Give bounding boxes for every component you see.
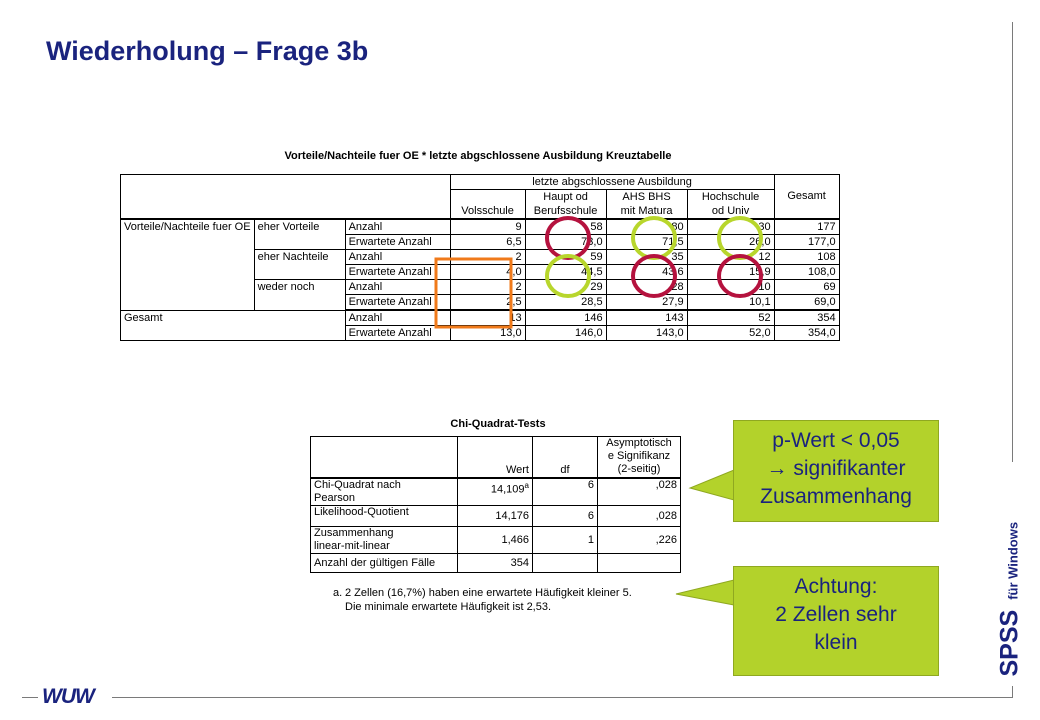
- chi-row-label: Zusammenhang linear-mit-linear: [311, 527, 458, 554]
- chi-row-label: Chi-Quadrat nach Pearson: [311, 478, 458, 506]
- spss-label: SPSS: [995, 609, 1024, 677]
- cell: 43,6: [606, 265, 687, 280]
- chi-cell: 6: [533, 478, 598, 506]
- cell: 13: [450, 310, 525, 326]
- stat-label: Anzahl: [345, 219, 450, 235]
- callout-pointer: [690, 470, 734, 500]
- cell: 59: [525, 250, 606, 265]
- lime-circle-marker: [719, 218, 761, 258]
- cell: 177: [774, 219, 839, 235]
- total-label: Gesamt: [121, 310, 346, 341]
- cell: 143: [606, 310, 687, 326]
- cell: 69,0: [774, 295, 839, 311]
- callout-pwert: [733, 420, 939, 522]
- cell: 52: [687, 310, 774, 326]
- cell: 10,1: [687, 295, 774, 311]
- red-circle-marker: [547, 218, 589, 258]
- row-category: eher Vorteile: [254, 219, 345, 250]
- cell: 13,0: [450, 326, 525, 341]
- cell: 2,5: [450, 295, 525, 311]
- wuw-logo: WUW: [42, 685, 94, 708]
- cell: 2: [450, 250, 525, 265]
- callout-line: Zusammenhang: [760, 485, 912, 508]
- crosstab-caption: Vorteile/Nachteile fuer OE * letzte abgschlossene Ausbildung Kreuztabelle: [284, 150, 672, 162]
- callout-line: → signifikanter: [766, 457, 906, 480]
- cell: 354,0: [774, 326, 839, 341]
- stat-label: Anzahl: [345, 310, 450, 326]
- cell: 69: [774, 280, 839, 295]
- orange-marker: [436, 259, 511, 327]
- spss-subtitle: für Windows: [1005, 521, 1021, 600]
- stat-label: Anzahl: [345, 280, 450, 295]
- cell: 108,0: [774, 265, 839, 280]
- group-header: letzte abgschlossene Ausbildung: [450, 175, 774, 190]
- cell: 143,0: [606, 326, 687, 341]
- callout-line: klein: [814, 631, 858, 654]
- col-header-sig: Asymptotisch e Signifikanz (2-seitig): [598, 437, 681, 479]
- stat-label: Anzahl: [345, 250, 450, 265]
- stat-label: Erwartete Anzahl: [345, 295, 450, 311]
- chi-footnote: a. 2 Zellen (16,7%) haben eine erwartete Häufigkeit kleiner 5. Die minimale erwartete Häufigkeit ist 2,53.: [333, 587, 632, 613]
- callout-line: 2 Zellen sehr: [775, 603, 897, 626]
- cell: 354: [774, 310, 839, 326]
- cell: 9: [450, 219, 525, 235]
- cell: 28: [606, 280, 687, 295]
- cell: 58: [525, 219, 606, 235]
- cell: 15,9: [687, 265, 774, 280]
- cell: 108: [774, 250, 839, 265]
- red-circle-marker: [719, 256, 761, 296]
- chi-cell: 1: [533, 527, 598, 554]
- col-header: AHS BHS mit Matura: [606, 190, 687, 220]
- col-header: Volsschule: [450, 190, 525, 220]
- cell: 146,0: [525, 326, 606, 341]
- chi-cell: 14,109$^a$: [458, 478, 533, 506]
- cell: 28,5: [525, 295, 606, 311]
- stat-label: Erwartete Anzahl: [345, 235, 450, 250]
- cell: 80: [606, 219, 687, 235]
- chi-row-label: Likelihood-Quotient: [311, 506, 458, 527]
- cell: 2: [450, 280, 525, 295]
- cell: 27,9: [606, 295, 687, 311]
- callout-line: Achtung:: [794, 575, 878, 598]
- cell: 30: [687, 219, 774, 235]
- cell: 6,5: [450, 235, 525, 250]
- cell: 177,0: [774, 235, 839, 250]
- red-circle-marker: [633, 256, 675, 296]
- cell: 29: [525, 280, 606, 295]
- cell: 10: [687, 280, 774, 295]
- col-header-gesamt: Gesamt: [774, 175, 839, 220]
- stat-label: Erwartete Anzahl: [345, 265, 450, 280]
- chi-caption: Chi-Quadrat-Tests: [450, 418, 546, 430]
- col-header-df: df: [533, 437, 598, 479]
- col-header: Haupt od Berufsschule: [525, 190, 606, 220]
- row-var-label: Vorteile/Nachteile fuer OE: [121, 219, 255, 310]
- lime-circle-marker: [547, 256, 589, 296]
- cell: 146: [525, 310, 606, 326]
- chi-cell: 14,176: [458, 506, 533, 527]
- chi-cell: ,028: [598, 506, 681, 527]
- col-header-wert: Wert: [458, 437, 533, 479]
- lime-circle-marker: [633, 218, 675, 258]
- cell: 52,0: [687, 326, 774, 341]
- cell: 4,0: [450, 265, 525, 280]
- cell: 35: [606, 250, 687, 265]
- slide-title: Wiederholung – Frage 3b: [46, 36, 369, 66]
- chi-cell: 6: [533, 506, 598, 527]
- callout-line: p-Wert < 0,05: [772, 429, 900, 452]
- chi-cell: 1,466: [458, 527, 533, 554]
- cell: 71,5: [606, 235, 687, 250]
- chi-cell: ,028: [598, 478, 681, 506]
- row-category: eher Nachteile: [254, 250, 345, 280]
- chi-row-label: Anzahl der gültigen Fälle: [311, 554, 458, 573]
- chi-cell: 354: [458, 554, 533, 573]
- row-category: weder noch: [254, 280, 345, 311]
- cell: 73,0: [525, 235, 606, 250]
- cell: 26,0: [687, 235, 774, 250]
- cell: 44,5: [525, 265, 606, 280]
- cell: 12: [687, 250, 774, 265]
- callout-pointer: [676, 580, 734, 605]
- stat-label: Erwartete Anzahl: [345, 326, 450, 341]
- callout-achtung: [733, 566, 939, 676]
- col-header: Hochschule od Univ: [687, 190, 774, 220]
- chi-cell: ,226: [598, 527, 681, 554]
